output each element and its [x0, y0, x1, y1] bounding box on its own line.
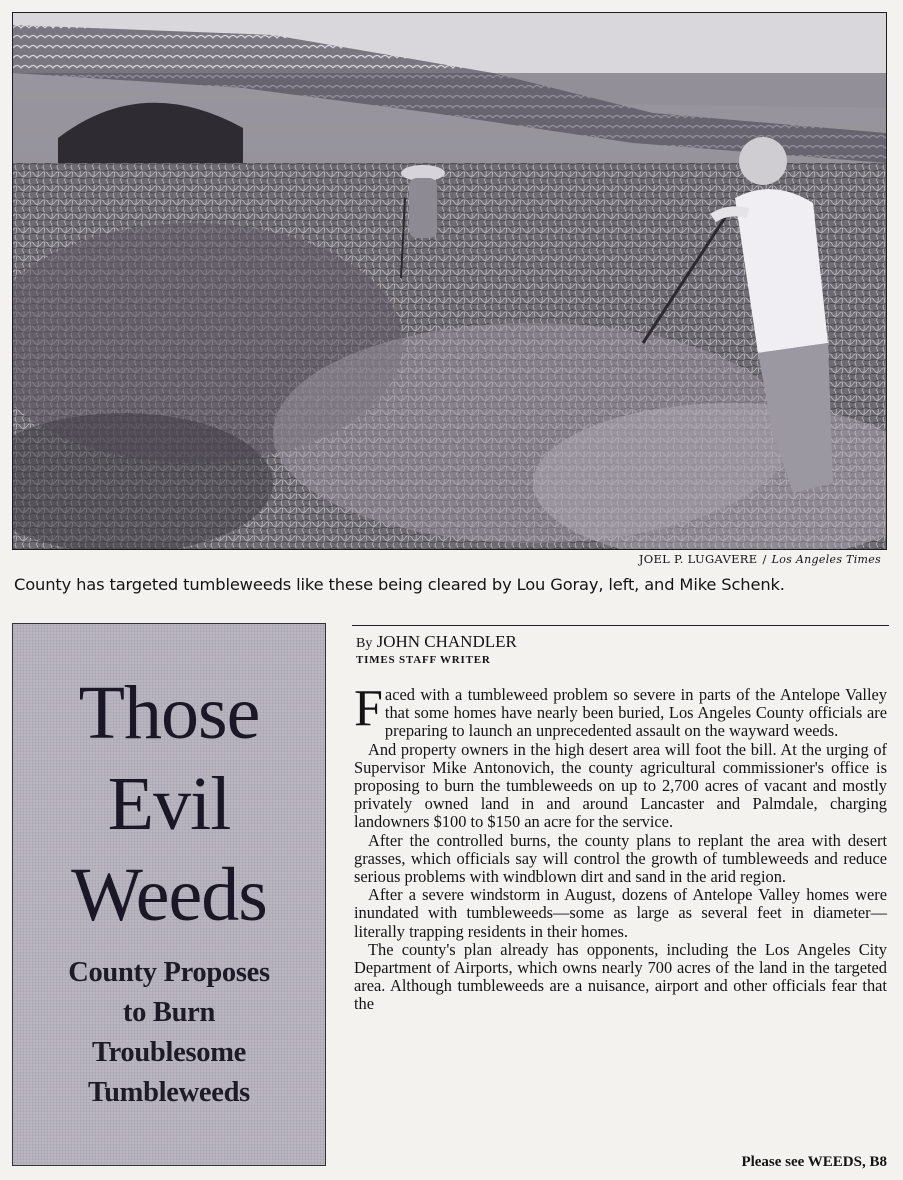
- headline-line: Weeds: [71, 853, 267, 937]
- photo-credit: [639, 552, 881, 566]
- deck-line: Tumbleweeds: [88, 1077, 250, 1108]
- article-body: [354, 680, 887, 1014]
- byline-prefix: By: [356, 636, 373, 651]
- author-name: JOHN CHANDLER: [376, 632, 517, 651]
- headline-box: [12, 623, 326, 1166]
- headline: [13, 668, 325, 941]
- continuation-jump: Please see WEEDS, B8: [741, 1154, 887, 1170]
- credit-separator: /: [762, 552, 767, 566]
- article-paragraph: After a severe windstorm in August, dozens of Antelope Valley homes were inundated with tumbleweeds—some as large as several feet in diameter—literally trapping residents in their homes.: [354, 885, 887, 941]
- article-paragraph: [354, 680, 887, 741]
- paragraph-text: aced with a tumbleweed problem so severe in parts of the Antelope Valley that some homes have nearly been buried, Los Angeles County officials are preparing to launch an unprecedented assault on the wayward weeds.: [384, 685, 887, 741]
- drop-cap: F: [354, 680, 383, 737]
- column-rule: [352, 625, 889, 626]
- deck-line: to Burn: [122, 997, 216, 1028]
- headline-line: Those: [78, 671, 260, 755]
- photographer-name: JOEL P. LUGAVERE: [638, 552, 758, 566]
- news-photo: [12, 12, 887, 550]
- author-title: TIMES STAFF WRITER: [356, 654, 491, 666]
- deck-line: Troublesome: [92, 1037, 246, 1068]
- deck-line: County Proposes: [68, 957, 270, 988]
- article-paragraph: After the controlled burns, the county plans to replant the area with desert grasses, which officials say will control the growth of tumbleweeds and reduce serious problems with windblown dirt and sand in the arid region.: [354, 830, 887, 887]
- credit-organization: Los Angeles Times: [771, 553, 881, 566]
- article-paragraph: The county's plan already has opponents, including the Los Angeles City Department of Airports, which owns nearly 700 acres of the land in the targeted area. Although tumbleweeds are a nuisance, airport and other officials fear that the: [354, 939, 887, 1014]
- tumbleweed-photo-illustration: [13, 13, 886, 549]
- deck-headline: [13, 953, 325, 1113]
- photo-caption: County has targeted tumbleweeds like these being cleared by Lou Goray, left, and Mike Schenk.: [14, 575, 785, 594]
- article-paragraph: And property owners in the high desert area will foot the bill. At the urging of Supervisor Mike Antonovich, the county agricultural commissioner's office is proposing to burn the tumbleweeds on up to 2,700 acres of vacant and mostly privately owned land in and around Lancaster and Palmdale, charging landowners $100 to $150 an acre for the service.: [354, 739, 887, 832]
- byline: [356, 632, 517, 652]
- headline-line: Evil: [107, 762, 231, 846]
